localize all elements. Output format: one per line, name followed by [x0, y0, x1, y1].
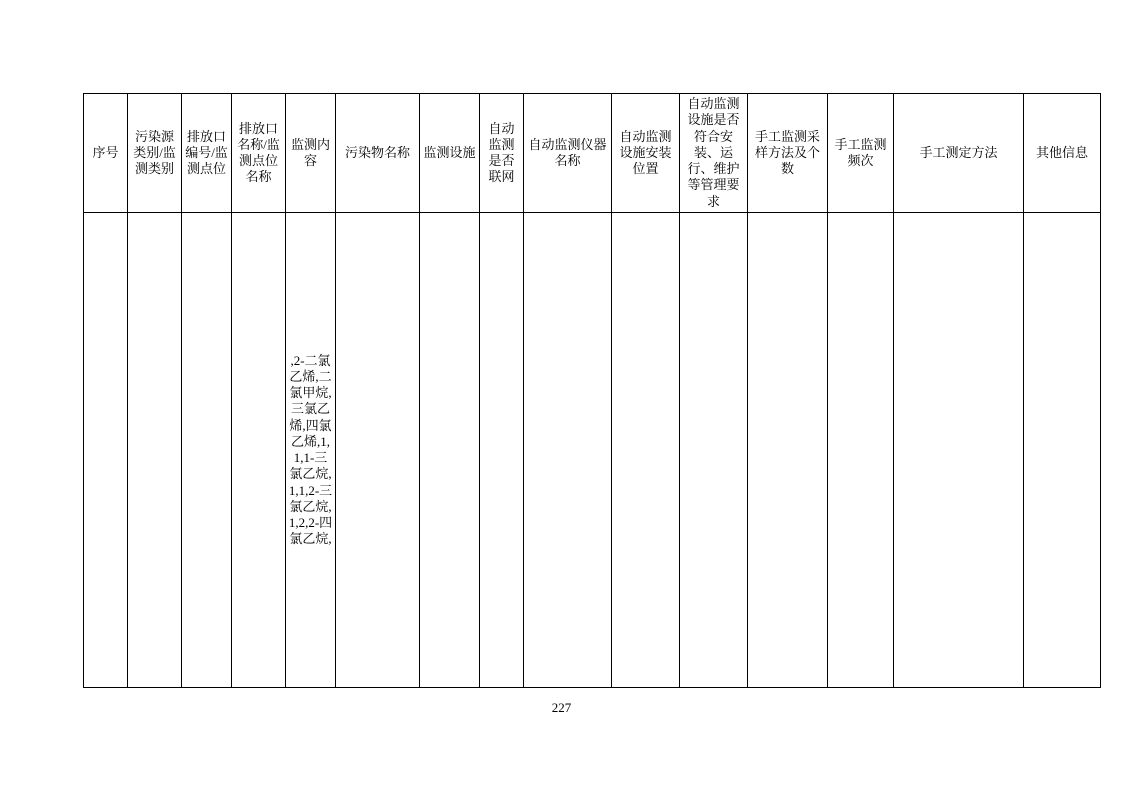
cell-outlet-name: [232, 213, 286, 688]
column-header-auto-networked-label: 自动监测是否联网: [488, 120, 515, 185]
column-header-outlet-code: [182, 94, 232, 213]
column-header-manual-determination-method: [894, 94, 1024, 213]
column-header-pollutant-name: [336, 94, 420, 213]
cell-outlet-code: [182, 213, 232, 688]
column-header-auto-compliance-label: 自动监测设施是否符合安装、运行、维护等管理要求: [687, 96, 740, 209]
column-header-outlet-name: [232, 94, 286, 213]
column-header-auto-instrument-name: [524, 94, 612, 213]
column-header-outlet-code-label: 排放口编号/监测点位: [185, 128, 228, 177]
column-header-auto-instrument-name-label: 自动监测仪器名称: [528, 136, 607, 168]
cell-auto-compliance: [680, 213, 748, 688]
table-row: [84, 213, 1101, 688]
cell-auto-install-location: [612, 213, 680, 688]
column-header-manual-frequency: [828, 94, 894, 213]
cell-pollutant-name: [336, 213, 420, 688]
column-header-monitoring-facility: [420, 94, 480, 213]
cell-manual-determination-method: [894, 213, 1024, 688]
cell-monitoring-facility: [420, 213, 480, 688]
cell-auto-instrument-name: [524, 213, 612, 688]
cell-source-category: [128, 213, 182, 688]
column-header-source-category: [128, 94, 182, 213]
column-header-auto-install-location-label: 自动监测设施安装位置: [619, 128, 672, 177]
cell-manual-frequency: [828, 213, 894, 688]
column-header-manual-sampling-method-label: 手工监测采样方法及个数: [754, 128, 820, 177]
column-header-outlet-name-label: 排放口名称/监测点位名称: [237, 120, 280, 185]
column-header-serial-number-label: 序号: [92, 144, 119, 160]
column-header-auto-compliance: [680, 94, 748, 213]
column-header-manual-determination-method-label: 手工测定方法: [919, 144, 998, 160]
table-header-row: [84, 94, 1101, 213]
monitoring-table: [83, 93, 1101, 688]
cell-manual-sampling-method: [748, 213, 828, 688]
column-header-auto-networked: [480, 94, 524, 213]
monitoring-table-container: [83, 93, 1088, 688]
column-header-source-category-label: 污染源类别/监测类别: [133, 128, 176, 177]
column-header-other-info: [1024, 94, 1101, 213]
page-number: 227: [551, 700, 572, 715]
cell-monitoring-content: ,2-二氯乙烯,二氯甲烷,三氯乙烯,四氯乙烯,1,1,1-三氯乙烷,1,1,2-三氯乙烷,1,2,2-四氯乙烷,: [286, 213, 336, 688]
column-header-monitoring-content: [286, 94, 336, 213]
column-header-other-info-label: 其他信息: [1035, 144, 1088, 160]
column-header-manual-frequency-label: 手工监测频次: [834, 136, 887, 168]
column-header-auto-install-location: [612, 94, 680, 213]
column-header-monitoring-facility-label: 监测设施: [423, 144, 476, 160]
cell-serial-number: [84, 213, 128, 688]
cell-auto-networked: [480, 213, 524, 688]
column-header-serial-number: [84, 94, 128, 213]
column-header-pollutant-name-label: 污染物名称: [344, 144, 410, 160]
column-header-manual-sampling-method: [748, 94, 828, 213]
column-header-monitoring-content-label: 监测内容: [290, 136, 330, 168]
cell-other-info: [1024, 213, 1101, 688]
